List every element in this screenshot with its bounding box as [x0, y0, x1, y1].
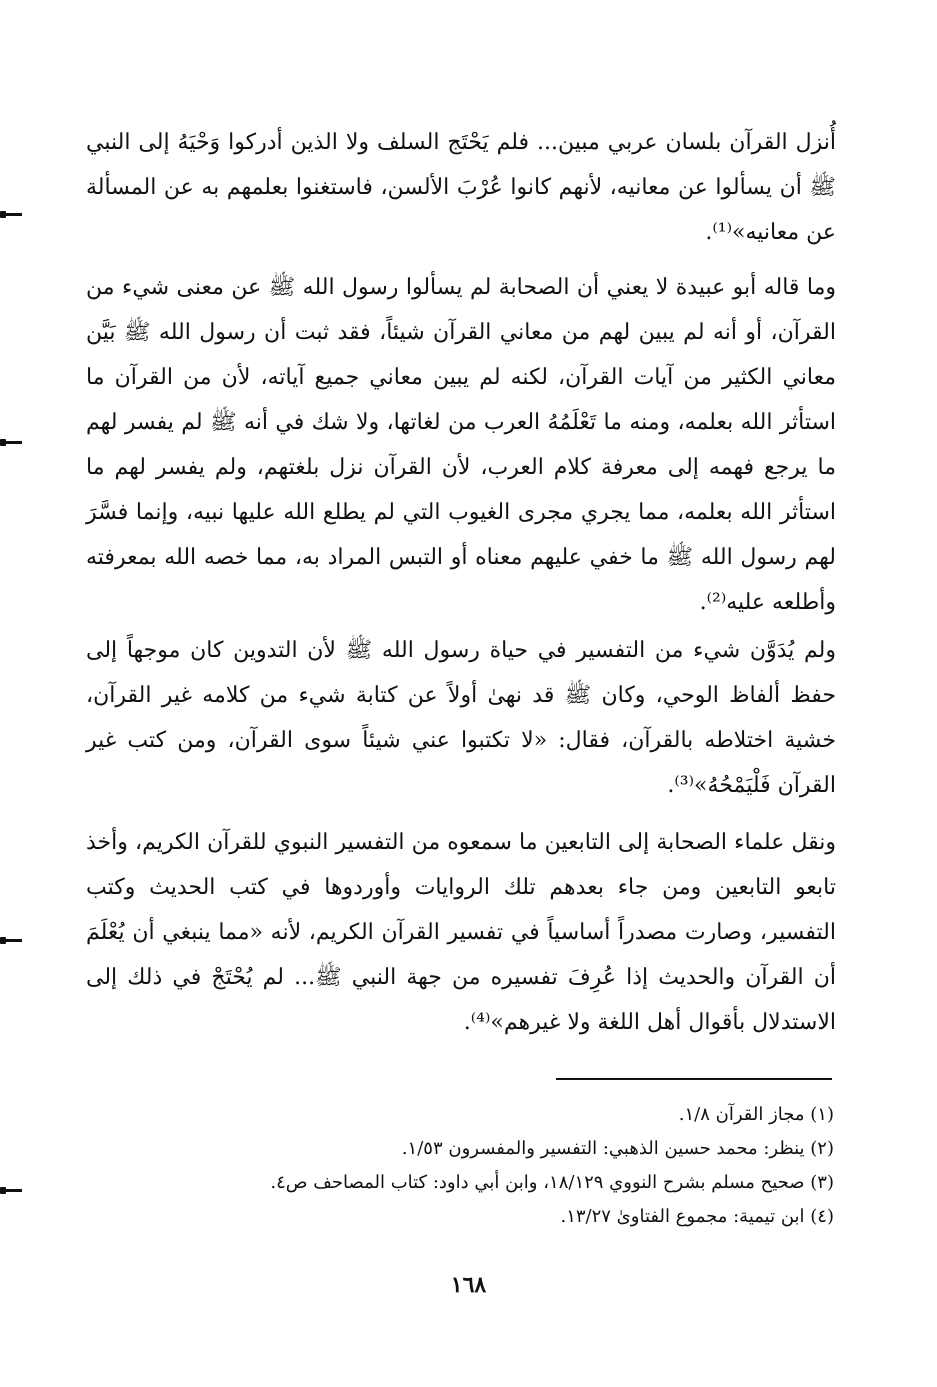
margin-tab-mark — [0, 937, 26, 944]
margin-tab-mark — [0, 211, 26, 218]
footnote-divider — [556, 1078, 832, 1080]
footnote-2: (٢) ينظر: محمد حسين الذهبي: التفسير والمفسرون ١/٥٣. — [401, 1138, 834, 1159]
footnote-4: (٤) ابن تيمية: مجموع الفتاوىٰ ١٣/٢٧. — [560, 1206, 834, 1227]
body-paragraph-1: أُنزل القرآن بلسان عربي مبين... فلم يَحْتَج السلف ولا الذين أدركوا وَحْيَهُ إلى النبي ﷺ أن يسألوا عن معانيه، لأنهم كانوا عُرْبَ الألسن، فاستغنوا بعلمهم به عن المسألة عن معانيه»⁽¹⁾. — [86, 130, 836, 245]
margin-tab-mark — [0, 1187, 26, 1194]
body-paragraph-3: ولم يُدَوَّن شيء من التفسير في حياة رسول الله ﷺ لأن التدوين كان موجهاً إلى حفظ ألفاظ الوحي، وكان ﷺ قد نهىٰ أولاً عن كتابة شيء من كلامه غير القرآن، خشية اختلاطه بالقرآن، فقال: «لا تكتبوا عني شيئاً سوى القرآن، ومن كتب غير القرآن فَلْيَمْحُهُ»⁽³⁾. — [86, 638, 836, 798]
body-paragraph-4: ونقل علماء الصحابة إلى التابعين ما سمعوه من التفسير النبوي للقرآن الكريم، وأخذ تابعو التابعين ومن جاء بعدهم تلك الروايات وأوردوها في كتب الحديث وكتب التفسير، وصارت مصدراً أساسياً في تفسير القرآن الكريم، لأنه «مما ينبغي أن يُعْلَمَ أن القرآن والحديث إذا عُرِفَ تفسيره من جهة النبي ﷺ... لم يُحْتَجْ في ذلك إلى الاستدلال بأقوال أهل اللغة ولا غيرهم»⁽⁴⁾. — [86, 830, 836, 1035]
margin-tab-mark — [0, 439, 26, 446]
page-number: ١٦٨ — [450, 1272, 487, 1298]
footnote-3: (٣) صحيح مسلم بشرح النووي ١٨/١٢٩، وابن أبي داود: كتاب المصاحف ص٤. — [270, 1172, 834, 1193]
footnotes — [120, 1098, 834, 1234]
body-paragraph-2: وما قاله أبو عبيدة لا يعني أن الصحابة لم يسألوا رسول الله ﷺ عن معنى شيء من القرآن، أو أنه لم يبين لهم من معاني القرآن شيئاً، فقد ثبت أن رسول الله ﷺ بَيَّن معاني الكثير من آيات القرآن، لكنه لم يبين معاني جميع آياته، لأن من القرآن ما استأثر الله بعلمه، ومنه ما تَعْلَمُهُ العرب من لغاتها، ولا شك في أنه ﷺ لم يفسر لهم ما يرجع فهمه إلى معرفة كلام العرب، لأن القرآن نزل بلغتهم، ولم يفسر لهم ما استأثر الله بعلمه، مما يجري مجرى الغيوب التي لم يطلع الله عليها نبيه، وإنما فسَّرَ لهم رسول الله ﷺ ما خفي عليهم معناه أو التبس المراد به، مما خصه الله بمعرفته وأطلعه عليه⁽²⁾. — [86, 275, 836, 615]
footnote-1: (١) مجاز القرآن ١/٨. — [678, 1104, 834, 1125]
